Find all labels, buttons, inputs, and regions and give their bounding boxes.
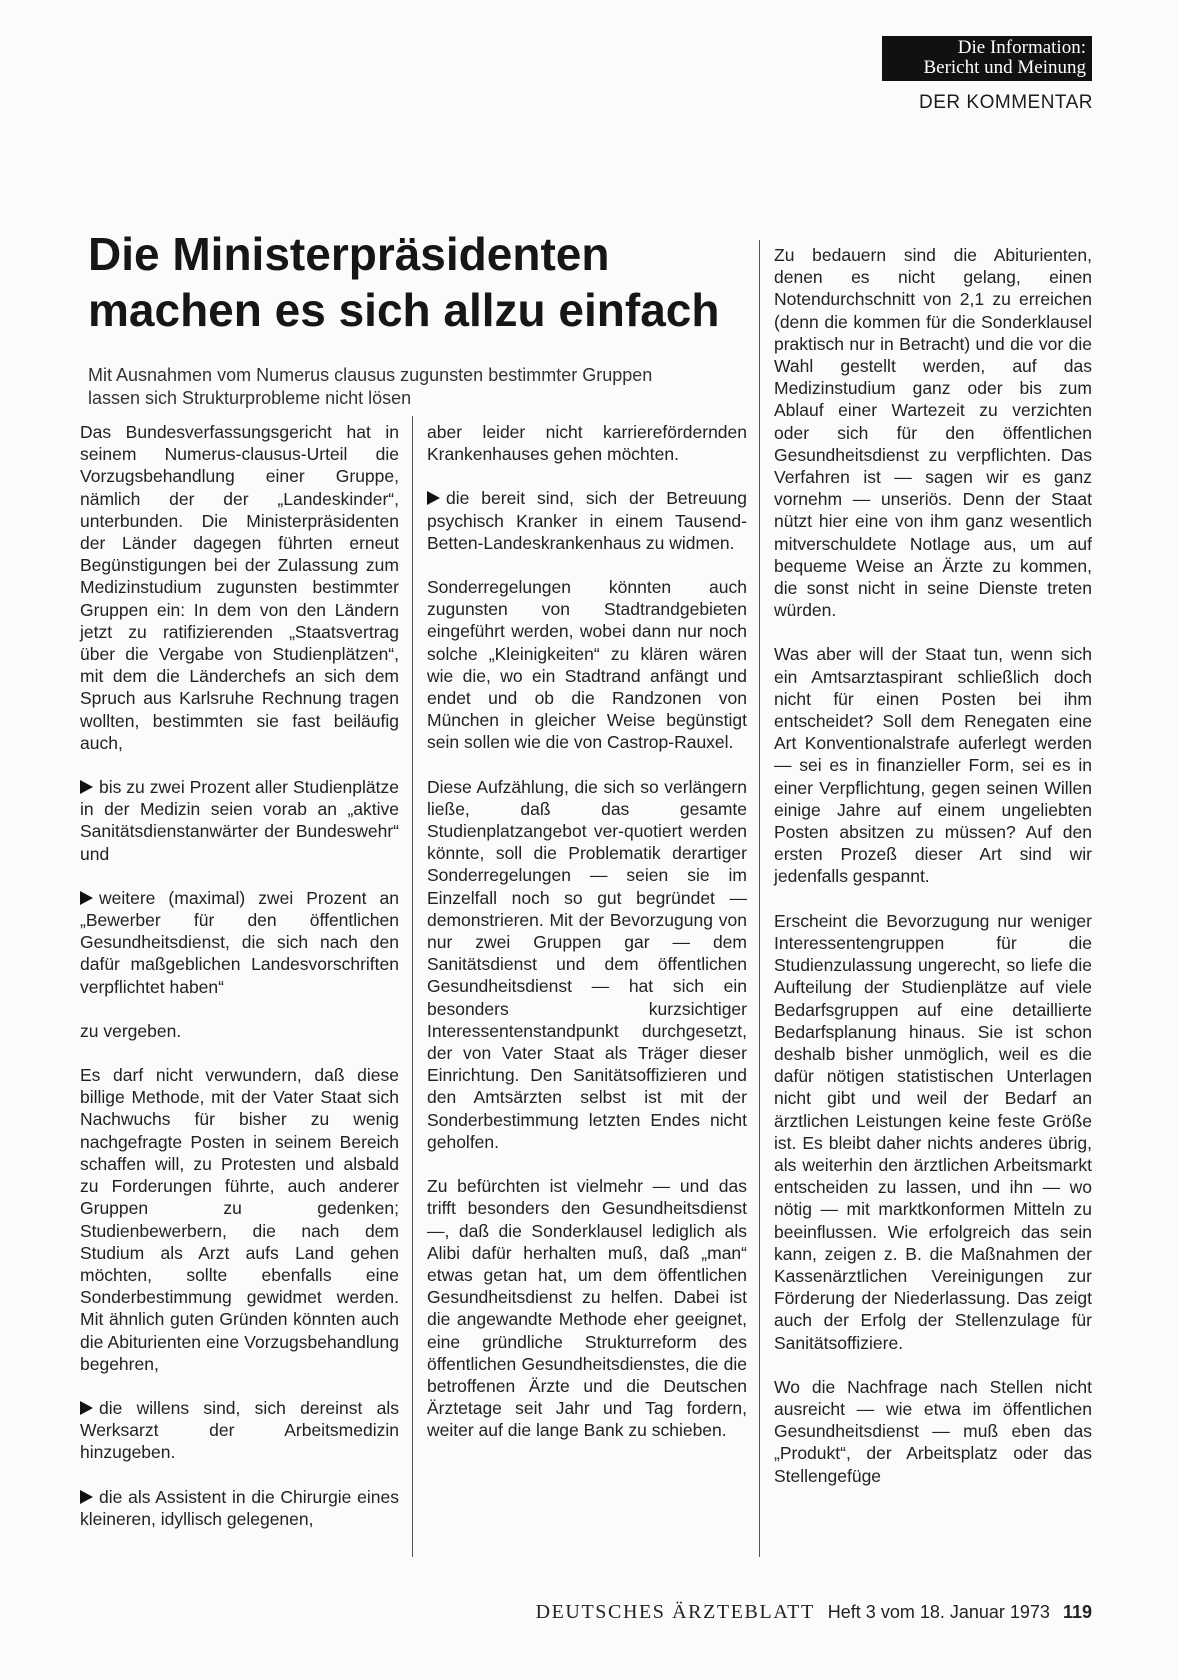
page-number: 119 — [1062, 1602, 1092, 1622]
bullet-text: die willens sind, sich dereinst als Werksarzt der Arbeitsmedizin hinzugeben. — [80, 1397, 399, 1463]
article-subtitle — [88, 364, 728, 410]
issue-info: Heft 3 vom 18. Januar 1973 — [827, 1602, 1050, 1622]
triangle-bullet-icon — [427, 491, 440, 505]
bullet-text: bis zu zwei Prozent aller Studienplätze in der Medizin seien vorab an „aktive Sanitätsdienstanwärter der Bundeswehr“ und — [80, 777, 399, 864]
bullet-text: weitere (maximal) zwei Prozent an „Bewerber für den öffentlichen Gesundheitsdienst, die sich nach den dafür maßgeblichen Landesvorschriften verpflichtet haben“ — [80, 887, 399, 997]
section-label: DER KOMMENTAR — [919, 92, 1093, 113]
paragraph: aber leider nicht karrierefördernden Krankenhauses gehen möchten. — [427, 422, 747, 465]
column-divider — [412, 416, 413, 1557]
bullet-item — [80, 1397, 399, 1464]
bullet-item — [80, 887, 399, 998]
paragraph: Es darf nicht verwundern, daß diese billige Methode, mit der Vater Staat sich Nachwuchs für bisher zu wenig nachgefragte Posten in seinem Bereich schaffen will, zu Protesten und alsbald zu Forderungen führte, auch anderer Gruppen zu gedenken; Studienbewerbern, die nach dem Studium als Arzt aufs Land gehen möchten, sollte ebenfalls eine Sonderbestimmung gewidmet werden. Mit ähnlich guten Gründen könnten auch die Abiturienten eine Vorzugsbehandlung begehren, — [80, 1065, 399, 1374]
paragraph: zu vergeben. — [80, 1020, 182, 1041]
badge-line-1: Die Information: — [957, 37, 1086, 58]
bullet-text: die bereit sind, sich der Betreuung psychisch Kranker in einem Tausend-Betten-Landeskrankenhaus zu widmen. — [427, 488, 747, 553]
paragraph: Das Bundesverfassungsgericht hat in seinem Numerus-clausus-Urteil die Vorzugsbehandlung einer Gruppe, nämlich der der „Landeskinder“, unterbunden. Die Ministerpräsidenten der Länder dagegen führten erneut Begünstigungen bei der Zulassung zum Medizinstudium zugunsten bestimmter Gruppen ein: In dem von den Ländern jetzt zu ratifizierenden „Staatsvertrag über die Vergabe von Studienplätzen“, mit dem die Länderchefs an sich dem Spruch aus Karlsruhe Rechnung tragen wollten, bestimmten sie fast beiläufig auch, — [80, 422, 399, 753]
triangle-bullet-icon — [80, 1401, 93, 1415]
column-divider — [759, 240, 760, 1557]
paragraph: Diese Aufzählung, die sich so verlängern ließe, daß das gesamte Studienplatzangebot ver-quotiert werden könnte, soll die Problematik derartiger Sonderregelungen — seien sie im Einzelfall noch so gut begründet — demonstrieren. Mit der Bevorzugung von nur zwei Gruppen gar — dem Sanitätsdienst und dem öffentlichen Gesundheitsdienst — hat sich ein besonders kurzsichtiger Interessentenstandpunkt durchgesetzt, der von Vater Staat als Träger dieser Einrichtung. Den Sanitätsoffizieren und den Amtsärzten selbst ist mit der Sonderbestimmung letzten Endes nicht geholfen. — [427, 776, 747, 1152]
column-2 — [427, 421, 747, 1464]
paragraph: Wo die Nachfrage nach Stellen nicht ausreicht — wie etwa im öffentlichen Gesundheitsdienst — muß eben das „Produkt“, der Arbeitsplatz oder das Stellengefüge — [774, 1376, 1092, 1486]
title-line-1: Die Ministerpräsidenten — [88, 228, 610, 280]
journal-name: DEUTSCHES ÄRZTEBLATT — [535, 1601, 815, 1623]
subtitle-line-1: Mit Ausnahmen vom Numerus clausus zugunsten bestimmter Gruppen — [88, 365, 653, 385]
column-1 — [80, 421, 399, 1552]
bullet-item — [80, 1486, 399, 1530]
bullet-item — [427, 487, 747, 554]
page-footer — [0, 1601, 1092, 1624]
section-badge — [882, 36, 1092, 81]
triangle-bullet-icon — [80, 891, 93, 905]
triangle-bullet-icon — [80, 780, 93, 794]
column-3 — [774, 244, 1092, 1509]
paragraph: Was aber will der Staat tun, wenn sich ein Amtsarztaspirant schließlich doch nicht für einen Posten bei ihm entscheidet? Soll dem Renegaten eine Art Konventionalstrafe auferlegt werden — sei es in finanzieller Form, sei es in einer Verpflichtung, gegen seinen Willen einige Jahre auf einem ungeliebten Posten absitzen zu müssen? Auf den ersten Prozeß dieser Art sind wir jedenfalls gespannt. — [774, 644, 1092, 887]
triangle-bullet-icon — [80, 1490, 93, 1504]
bullet-text: die als Assistent in die Chirurgie eines kleineren, idyllisch gelegenen, — [80, 1486, 399, 1529]
subtitle-line-2: lassen sich Strukturprobleme nicht lösen — [88, 388, 412, 408]
paragraph: Zu bedauern sind die Abiturienten, denen es nicht gelang, einen Notendurchschnitt von 2,1 zu erreichen (denn die kommen für die Sonderklausel praktisch nur in Betracht) und die vor die Wahl gestellt werden, auf das Medizinstudium ganz oder bis zum Ablauf einer Wartezeit zu verzichten oder sich für den öffentlichen Gesundheitsdienst zu verpflichten. Das Verfahren ist — sagen wir es ganz vornehm — unseriös. Denn der Staat nützt hier eine von ihm ganz wesentlich mitverschuldete Notlage aus, um auf bequeme Weise an Ärzte zu kommen, die sonst nicht in seine Dienste treten würden. — [774, 245, 1092, 621]
paragraph: Erscheint die Bevorzugung nur weniger Interessentengruppen für die Studienzulassung ungerecht, so liefe die Aufteilung der Studienplätze auf viele Bedarfsgruppen auf eine detaillierte Bedarfsplanung hinaus. Sie ist schon deshalb bisher unmöglich, weil es die dafür nötigen statistischen Unterlagen nicht gibt und weil der Bedarf an ärztlichen Leistungen keine feste Größe ist. Es bleibt daher nichts anderes übrig, als weiterhin den ärztlichen Arbeitsmarkt entscheiden zu lassen, und ihn — wo nötig — mit marktkonformen Mitteln zu beeinflussen. Wie erfolgreich das sein kann, zeigen z. B. die Maßnahmen der Kassenärztlichen Vereinigungen zur Förderung der Niederlassung. Das zeigt auch der Erfolg der Stellenzulage für Sanitätsoffiziere. — [774, 910, 1092, 1353]
bullet-item — [80, 776, 399, 865]
article-title — [88, 226, 768, 338]
badge-line-2: Bericht und Meinung — [923, 57, 1086, 78]
paragraph: Zu befürchten ist vielmehr — und das trifft besonders den Gesundheitsdienst —, daß die Sonderklausel lediglich als Alibi dafür herhalten muß, daß „man“ etwas getan hat, um dem öffentlichen Gesundheitsdienst zu helfen. Dabei ist die angewandte Methode eher geeignet, eine gründliche Strukturreform des öffentlichen Gesundheitsdienstes, die die betroffenen Ärzte und die Deutschen Ärztetage seit Jahr und Tag fordern, weiter auf die lange Bank zu schieben. — [427, 1176, 747, 1441]
title-line-2: machen es sich allzu einfach — [88, 284, 720, 336]
paragraph: Sonderregelungen könnten auch zugunsten von Stadtrandgebieten eingeführt werden, wobei dann nur noch solche „Kleinigkeiten“ zu klären wären wie die, wo ein Stadtrand anfängt und endet und ob die Randzonen von München in gleicher Weise begünstigt sein sollen wie die von Castrop-Rauxel. — [427, 577, 747, 753]
